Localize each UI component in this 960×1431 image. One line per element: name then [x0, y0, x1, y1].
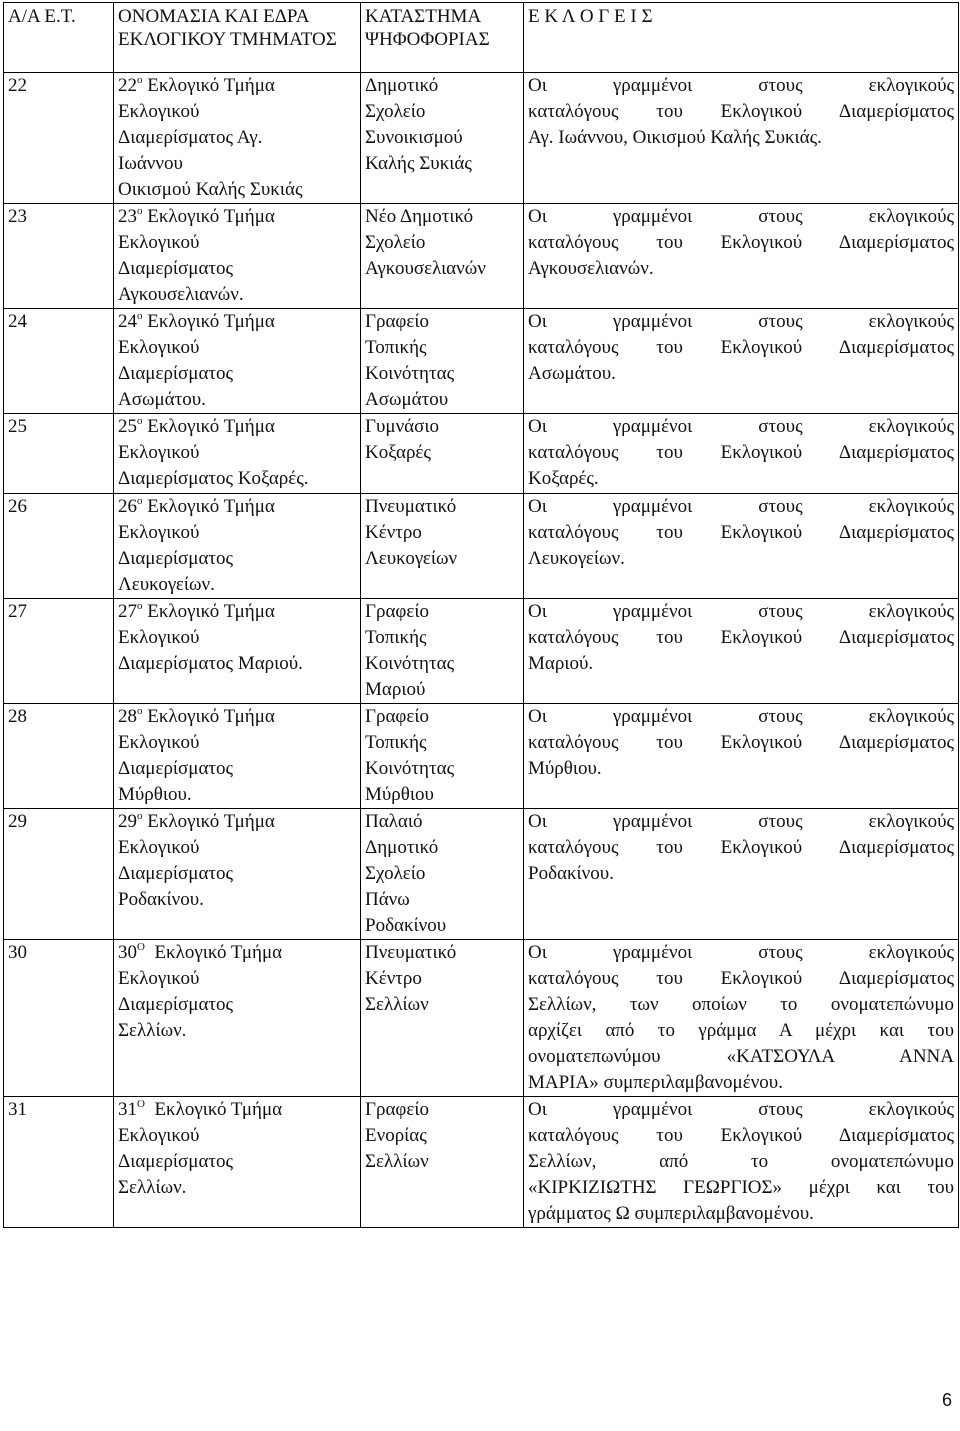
voters-line: καταλόγους του Εκλογικού Διαμερίσματος	[528, 101, 954, 122]
section-ordinal: 30	[118, 942, 137, 963]
voters-line: Οι γραμμένοι στους εκλογικούς	[528, 75, 954, 96]
row-number: 23	[4, 204, 114, 309]
table-row	[4, 414, 959, 494]
table-row	[4, 1097, 959, 1228]
voters-line: Οι γραμμένοι στους εκλογικούς	[528, 496, 954, 517]
section-line: Διαμερίσματος Μαριού.	[118, 653, 303, 674]
section-label: Εκλογικό Τμήμα	[142, 311, 275, 332]
voters-line: καταλόγους του Εκλογικού Διαμερίσματος	[528, 732, 954, 753]
ordinal-suffix: ο	[137, 600, 143, 612]
station-line: Τοπικής	[365, 732, 427, 753]
station-line: Δημοτικό	[365, 75, 439, 96]
polling-station	[361, 809, 524, 940]
section-line: Αγκουσελιανών.	[118, 284, 244, 305]
table-header-row	[4, 3, 959, 73]
station-line: Πνευματικό	[365, 942, 457, 963]
section-title-line	[118, 1097, 356, 1123]
station-line: Κέντρο	[365, 522, 422, 543]
station-line: Τοπικής	[365, 627, 427, 648]
header-aa: Α/Α Ε.Τ.	[4, 3, 114, 73]
header-voters: Ε Κ Λ Ο Γ Ε Ι Σ	[524, 3, 959, 73]
section-label: Εκλογικό Τμήμα	[142, 601, 275, 622]
table-row	[4, 599, 959, 704]
polling-station	[361, 940, 524, 1097]
section-label: Εκλογικό Τμήμα	[144, 1099, 283, 1120]
ordinal-suffix: ο	[137, 495, 143, 507]
voters-line: καταλόγους του Εκλογικού Διαμερίσματος	[528, 627, 954, 648]
station-line: Παλαιό	[365, 811, 423, 832]
section-line: Ιωάννου	[118, 153, 183, 174]
section-ordinal: 23	[118, 206, 137, 227]
section-line: Εκλογικού	[118, 837, 200, 858]
section-line: Εκλογικού	[118, 337, 200, 358]
section-line: Εκλογικού	[118, 1125, 200, 1146]
row-number: 31	[4, 1097, 114, 1228]
ordinal-suffix: ο	[137, 310, 143, 322]
voters-line: Σελλίων, των οποίων το ονοματεπώνυμο	[528, 994, 954, 1015]
section-line: Εκλογικού	[118, 732, 200, 753]
row-number: 30	[4, 940, 114, 1097]
voters-line: αρχίζει από το γράμμα Α μέχρι και του	[528, 1020, 954, 1041]
section-ordinal: 22	[118, 75, 137, 96]
section-line: Διαμερίσματος Κοξαρές.	[118, 468, 309, 489]
section-ordinal: 29	[118, 811, 137, 832]
station-line: Αγκουσελιανών	[365, 258, 486, 279]
section-line: Μύρθιου.	[118, 784, 192, 805]
header-polling-station: ΚΑΤΑΣΤΗΜΑ ΨΗΦΟΦΟΡΙΑΣ	[361, 3, 524, 73]
row-number: 28	[4, 704, 114, 809]
polling-station	[361, 599, 524, 704]
polling-station	[361, 73, 524, 204]
station-line: Σελλίων	[365, 1151, 429, 1172]
polling-station	[361, 414, 524, 494]
voters-description	[524, 414, 959, 494]
station-line: Μύρθιου	[365, 784, 434, 805]
station-line: Ενορίας	[365, 1125, 427, 1146]
section-line: Σελλίων.	[118, 1020, 187, 1041]
section-line: Εκλογικού	[118, 522, 200, 543]
row-number: 24	[4, 309, 114, 414]
voters-line: Μύρθιου.	[528, 758, 602, 779]
section-line: Διαμερίσματος	[118, 363, 234, 384]
section-line: Εκλογικού	[118, 968, 200, 989]
voters-line: Οι γραμμένοι στους εκλογικούς	[528, 311, 954, 332]
station-line: Γραφείο	[365, 706, 429, 727]
voters-line: Κοξαρές.	[528, 468, 599, 489]
row-number: 25	[4, 414, 114, 494]
section-line: Εκλογικού	[118, 627, 200, 648]
section-name	[114, 73, 361, 204]
voters-line: γράμματος Ω συμπεριλαμβανομένου.	[528, 1203, 814, 1224]
voters-description	[524, 309, 959, 414]
voters-line: Σελλίων, από το ονοματεπώνυμο	[528, 1151, 954, 1172]
section-label: Εκλογικό Τμήμα	[144, 942, 283, 963]
section-label: Εκλογικό Τμήμα	[142, 496, 275, 517]
section-title-line	[118, 204, 356, 230]
row-number: 26	[4, 494, 114, 599]
voters-description	[524, 704, 959, 809]
voters-description	[524, 599, 959, 704]
station-line: Γυμνάσιο	[365, 416, 439, 437]
table-row	[4, 309, 959, 414]
voters-line: καταλόγους του Εκλογικού Διαμερίσματος	[528, 442, 954, 463]
station-line: Πνευματικό	[365, 496, 457, 517]
polling-station	[361, 494, 524, 599]
station-line: Συνοικισμού	[365, 127, 463, 148]
table-row	[4, 494, 959, 599]
section-ordinal: 31	[118, 1099, 137, 1120]
voters-line: Οι γραμμένοι στους εκλογικούς	[528, 206, 954, 227]
section-ordinal: 28	[118, 706, 137, 727]
voters-line: Λευκογείων.	[528, 548, 625, 569]
voters-line: καταλόγους του Εκλογικού Διαμερίσματος	[528, 337, 954, 358]
section-name	[114, 599, 361, 704]
table-row	[4, 809, 959, 940]
station-line: Κοινότητας	[365, 363, 455, 384]
row-number: 22	[4, 73, 114, 204]
station-line: Κοινότητας	[365, 758, 455, 779]
station-line: Μαριού	[365, 679, 426, 700]
station-line: Σχολείο	[365, 232, 426, 253]
voters-description	[524, 204, 959, 309]
ordinal-suffix: Ο	[137, 1098, 145, 1110]
station-line: Σχολείο	[365, 101, 426, 122]
voters-line: καταλόγους του Εκλογικού Διαμερίσματος	[528, 522, 954, 543]
section-line: Εκλογικού	[118, 101, 200, 122]
station-line: Σχολείο	[365, 863, 426, 884]
section-title-line	[118, 704, 356, 730]
voters-line: Οι γραμμένοι στους εκλογικούς	[528, 706, 954, 727]
station-line: Λευκογείων	[365, 548, 458, 569]
section-title-line	[118, 73, 356, 99]
section-label: Εκλογικό Τμήμα	[142, 75, 275, 96]
ordinal-suffix: ο	[137, 810, 143, 822]
electoral-sections-table	[3, 2, 959, 1228]
section-title-line	[118, 599, 356, 625]
table-row	[4, 940, 959, 1097]
voters-line: Ροδακίνου.	[528, 863, 614, 884]
station-line: Καλής Συκιάς	[365, 153, 472, 174]
section-title-line	[118, 414, 356, 440]
section-line: Εκλογικού	[118, 442, 200, 463]
section-line: Διαμερίσματος	[118, 758, 234, 779]
ordinal-suffix: ο	[137, 74, 143, 86]
voters-description	[524, 1097, 959, 1228]
voters-line: ονοματεπωνύμου «ΚΑΤΣΟΥΛΑ ΑΝΝΑ	[528, 1046, 954, 1067]
section-line: Διαμερίσματος Αγ.	[118, 127, 263, 148]
section-line: Διαμερίσματος	[118, 258, 234, 279]
section-label: Εκλογικό Τμήμα	[142, 706, 275, 727]
station-line: Γραφείο	[365, 1099, 429, 1120]
voters-line: καταλόγους του Εκλογικού Διαμερίσματος	[528, 232, 954, 253]
section-name	[114, 204, 361, 309]
station-line: Κοινότητας	[365, 653, 455, 674]
voters-line: Μαριού.	[528, 653, 594, 674]
station-line: Σελλίων	[365, 994, 429, 1015]
table-row	[4, 73, 959, 204]
section-label: Εκλογικό Τμήμα	[142, 416, 275, 437]
station-line: Πάνω	[365, 889, 410, 910]
polling-station	[361, 704, 524, 809]
section-line: Εκλογικού	[118, 232, 200, 253]
station-line: Νέο Δημοτικό	[365, 206, 474, 227]
ordinal-suffix: ο	[137, 205, 143, 217]
voters-line: «ΚΙΡΚΙΖΙΩΤΗΣ ΓΕΩΡΓΙΟΣ» μέχρι και του	[528, 1177, 954, 1198]
header-section-name: ΟΝΟΜΑΣΙΑ ΚΑΙ ΕΔΡΑ ΕΚΛΟΓΙΚΟΥ ΤΜΗΜΑΤΟΣ	[114, 3, 361, 73]
ordinal-suffix: Ο	[137, 941, 145, 953]
station-line: Κέντρο	[365, 968, 422, 989]
voters-description	[524, 494, 959, 599]
voters-line: καταλόγους του Εκλογικού Διαμερίσματος	[528, 1125, 954, 1146]
section-title-line	[118, 940, 356, 966]
voters-line: Οι γραμμένοι στους εκλογικούς	[528, 811, 954, 832]
polling-station	[361, 309, 524, 414]
section-label: Εκλογικό Τμήμα	[142, 811, 275, 832]
table-row	[4, 704, 959, 809]
voters-line: Αγ. Ιωάννου, Οικισμού Καλής Συκιάς.	[528, 127, 822, 148]
voters-line: Οι γραμμένοι στους εκλογικούς	[528, 1099, 954, 1120]
voters-line: Αγκουσελιανών.	[528, 258, 654, 279]
section-line: Ασωμάτου.	[118, 389, 206, 410]
voters-line: καταλόγους του Εκλογικού Διαμερίσματος	[528, 837, 954, 858]
station-line: Τοπικής	[365, 337, 427, 358]
polling-station	[361, 1097, 524, 1228]
voters-description	[524, 809, 959, 940]
row-number: 29	[4, 809, 114, 940]
section-line: Σελλίων.	[118, 1177, 187, 1198]
section-label: Εκλογικό Τμήμα	[142, 206, 275, 227]
section-ordinal: 25	[118, 416, 137, 437]
voters-line: Οι γραμμένοι στους εκλογικούς	[528, 416, 954, 437]
voters-line: Οι γραμμένοι στους εκλογικούς	[528, 601, 954, 622]
row-number: 27	[4, 599, 114, 704]
page-number: 6	[941, 1390, 952, 1410]
voters-description	[524, 73, 959, 204]
section-title-line	[118, 309, 356, 335]
section-name	[114, 940, 361, 1097]
voters-line: ΜΑΡΙΑ» συμπεριλαμβανομένου.	[528, 1072, 783, 1093]
station-line: Γραφείο	[365, 311, 429, 332]
section-line: Ροδακίνου.	[118, 889, 204, 910]
voters-description	[524, 940, 959, 1097]
section-line: Διαμερίσματος	[118, 863, 234, 884]
section-name	[114, 414, 361, 494]
section-name	[114, 494, 361, 599]
section-name	[114, 1097, 361, 1228]
section-ordinal: 27	[118, 601, 137, 622]
ordinal-suffix: ο	[137, 705, 143, 717]
section-line: Διαμερίσματος	[118, 1151, 234, 1172]
ordinal-suffix: ο	[137, 415, 143, 427]
voters-line: καταλόγους του Εκλογικού Διαμερίσματος	[528, 968, 954, 989]
section-line: Διαμερίσματος	[118, 548, 234, 569]
voters-line: Οι γραμμένοι στους εκλογικούς	[528, 942, 954, 963]
section-name	[114, 809, 361, 940]
section-ordinal: 24	[118, 311, 137, 332]
station-line: Ασωμάτου	[365, 389, 449, 410]
section-title-line	[118, 809, 356, 835]
station-line: Δημοτικό	[365, 837, 439, 858]
polling-station	[361, 204, 524, 309]
section-ordinal: 26	[118, 496, 137, 517]
section-name	[114, 704, 361, 809]
section-name	[114, 309, 361, 414]
station-line: Γραφείο	[365, 601, 429, 622]
station-line: Κοξαρές	[365, 442, 431, 463]
station-line: Ροδακίνου	[365, 915, 447, 936]
section-line: Οικισμού Καλής Συκιάς	[118, 179, 303, 200]
section-title-line	[118, 494, 356, 520]
voters-line: Ασωμάτου.	[528, 363, 616, 384]
table-row	[4, 204, 959, 309]
section-line: Λευκογείων.	[118, 574, 215, 595]
section-line: Διαμερίσματος	[118, 994, 234, 1015]
